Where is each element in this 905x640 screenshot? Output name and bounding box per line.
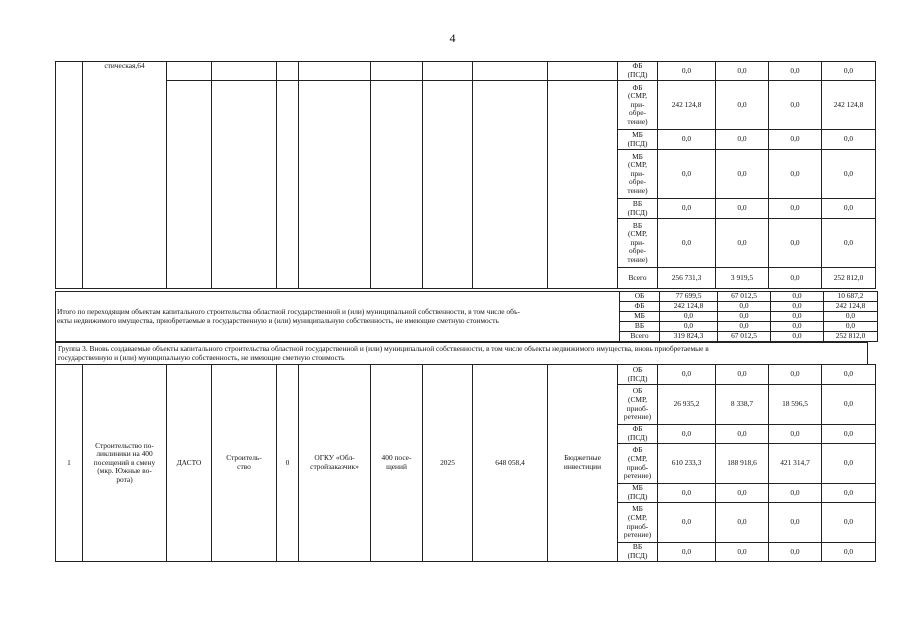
value-cell: 0,0 xyxy=(771,292,824,302)
empty-cell xyxy=(423,62,473,81)
row-number-cell xyxy=(56,62,83,289)
object-name-cell: стическая,64 xyxy=(83,62,167,289)
empty-cell xyxy=(167,62,212,81)
funding-source-cell: МБ (ПСД) xyxy=(618,484,658,503)
empty-cell xyxy=(277,62,299,81)
empty-cell xyxy=(548,81,618,289)
value-cell: 77 699,5 xyxy=(660,292,718,302)
value-cell: 0,0 xyxy=(716,543,769,562)
value-cell: 0,0 xyxy=(716,219,769,268)
value-cell: 242 124,8 xyxy=(658,81,716,130)
funding-source-cell: МБ (СМР, приоб- ретение) xyxy=(618,503,658,543)
value-cell: 0,0 xyxy=(716,130,769,150)
value-cell: 0,0 xyxy=(718,302,771,312)
value-cell: 252 812,0 xyxy=(824,332,878,342)
value-cell: 0,0 xyxy=(658,62,716,81)
value-cell: 0,0 xyxy=(716,81,769,130)
value-cell: 610 233,3 xyxy=(658,444,716,484)
value-cell: 0,0 xyxy=(769,199,822,219)
customer-cell: ОГКУ «Обл- стройзаказчик» xyxy=(299,365,371,562)
value-cell: 0,0 xyxy=(658,199,716,219)
value-cell: 0,0 xyxy=(660,312,718,322)
empty-cell xyxy=(371,62,423,81)
funding-source-cell: ВБ (СМР, при- обре- тение) xyxy=(618,219,658,268)
value-cell: 0,0 xyxy=(716,365,769,385)
funding-source-cell: МБ (ПСД) xyxy=(618,130,658,150)
year-cell: 2025 xyxy=(423,365,473,562)
value-cell: 0,0 xyxy=(716,199,769,219)
value-cell: 0,0 xyxy=(658,219,716,268)
value-cell: 0,0 xyxy=(716,62,769,81)
value-cell: 0,0 xyxy=(771,312,824,322)
value-cell: 242 124,8 xyxy=(824,302,878,312)
value-cell: 0,0 xyxy=(824,312,878,322)
value-cell: 0,0 xyxy=(716,503,769,543)
empty-cell xyxy=(299,81,371,289)
value-cell: 0,0 xyxy=(769,62,822,81)
value-cell: 0,0 xyxy=(822,150,876,199)
value-cell: 0,0 xyxy=(824,322,878,332)
row-number-cell: 1 xyxy=(56,365,83,562)
value-cell: 252 812,0 xyxy=(822,268,876,289)
value-cell: 188 918,6 xyxy=(716,444,769,484)
value-cell: 0,0 xyxy=(822,503,876,543)
funding-source-cell: ФБ (ПСД) xyxy=(618,425,658,444)
object-name-cell: Строительство по- ликлиники на 400 посещений в смену (мкр. Южные во- рота) xyxy=(83,365,167,562)
value-cell: 0,0 xyxy=(769,130,822,150)
funding-source-cell: ВБ (ПСД) xyxy=(618,543,658,562)
capacity-cell: 400 посе- щений xyxy=(371,365,423,562)
value-cell: 0,0 xyxy=(769,81,822,130)
value-cell: 0,0 xyxy=(771,332,824,342)
value-cell: 0,0 xyxy=(716,425,769,444)
value-cell: 0,0 xyxy=(658,365,716,385)
table-row xyxy=(56,292,878,302)
value-cell: 0,0 xyxy=(822,199,876,219)
funding-source-cell: ВБ xyxy=(620,322,660,332)
value-cell: 0,0 xyxy=(658,503,716,543)
empty-cell xyxy=(548,62,618,81)
value-cell: 0,0 xyxy=(822,130,876,150)
value-cell: 26 935,2 xyxy=(658,385,716,425)
value-cell: 0,0 xyxy=(769,484,822,503)
value-cell: 0,0 xyxy=(769,425,822,444)
value-cell: 0,0 xyxy=(822,62,876,81)
value-cell: 0,0 xyxy=(771,322,824,332)
value-cell: 0,0 xyxy=(769,150,822,199)
empty-cell xyxy=(371,81,423,289)
value-cell: 0,0 xyxy=(822,425,876,444)
continued-object-table xyxy=(55,61,876,289)
value-cell: 0,0 xyxy=(822,219,876,268)
value-cell: 0,0 xyxy=(718,322,771,332)
agency-cell: ДАСТО xyxy=(167,365,212,562)
total-label-cell: Итого по переходящим объектам капитального строительства областной государственной и (или) муниципальной собственности, в том числе объ- екты недвижимого имущества, приобретаемые в государственную и (или) муниципальную собственность, не имеющие сметную стоимость xyxy=(56,292,620,342)
empty-cell xyxy=(473,81,548,289)
empty-cell xyxy=(423,81,473,289)
value-cell: 0,0 xyxy=(822,444,876,484)
value-cell: 0,0 xyxy=(769,219,822,268)
empty-cell xyxy=(473,62,548,81)
value-cell: 8 338,7 xyxy=(716,385,769,425)
value-cell: 0,0 xyxy=(769,503,822,543)
value-cell: 0,0 xyxy=(822,484,876,503)
investment-form-cell: Бюджетные инвестиции xyxy=(548,365,618,562)
funding-source-cell: ФБ xyxy=(620,302,660,312)
value-cell: 256 731,3 xyxy=(658,268,716,289)
funding-source-cell: ВБ (ПСД) xyxy=(618,199,658,219)
value-cell: 18 596,5 xyxy=(769,385,822,425)
value-cell: 0,0 xyxy=(716,484,769,503)
value-cell: 319 824,3 xyxy=(660,332,718,342)
funding-source-cell: МБ xyxy=(620,312,660,322)
value-cell: 0,0 xyxy=(822,543,876,562)
value-cell: 0,0 xyxy=(769,543,822,562)
value-cell: 0,0 xyxy=(769,268,822,289)
funding-source-cell: ОБ xyxy=(620,292,660,302)
value-cell: 0,0 xyxy=(718,312,771,322)
table-row xyxy=(56,365,876,385)
empty-cell xyxy=(299,62,371,81)
funding-source-cell: ОБ (ПСД) xyxy=(618,365,658,385)
value-cell: 242 124,8 xyxy=(822,81,876,130)
value-cell: 0,0 xyxy=(822,365,876,385)
value-cell: 0,0 xyxy=(658,150,716,199)
empty-cell xyxy=(167,81,212,289)
table-row xyxy=(56,81,876,130)
value-cell: 3 919,5 xyxy=(716,268,769,289)
empty-cell xyxy=(212,81,277,289)
funding-source-cell: ОБ (СМР, приоб- ретение) xyxy=(618,385,658,425)
group3-title: Группа 3. Вновь создаваемые объекты капитального строительства областной государственной и (или) муниципальной собственности, в том числе объекты недвижимого имущества, вновь приобретаемые в государственную и (или) муниципальную собственность, не имеющие сметную стоимость xyxy=(56,343,868,365)
value-cell: 0,0 xyxy=(822,385,876,425)
empty-cell xyxy=(277,81,299,289)
funding-source-cell: ФБ (СМР, при- обре- тение) xyxy=(618,81,658,130)
value-cell: 0,0 xyxy=(769,365,822,385)
value-cell: 242 124,8 xyxy=(660,302,718,312)
funding-source-cell: МБ (СМР, при- обре- тение) xyxy=(618,150,658,199)
funding-source-cell: ФБ (ПСД) xyxy=(618,62,658,81)
funding-source-cell: Всего xyxy=(618,268,658,289)
work-type-cell: Строитель- ство xyxy=(212,365,277,562)
value-cell: 0,0 xyxy=(660,322,718,332)
funding-source-cell: Всего xyxy=(620,332,660,342)
value-cell: 67 012,5 xyxy=(718,292,771,302)
page-number: 4 xyxy=(449,31,456,45)
total-table xyxy=(55,291,878,342)
zero-cell: 0 xyxy=(277,365,299,562)
value-cell: 0,0 xyxy=(658,484,716,503)
table-row xyxy=(56,62,876,81)
value-cell: 421 314,7 xyxy=(769,444,822,484)
value-cell: 0,0 xyxy=(658,425,716,444)
value-cell: 10 687,2 xyxy=(824,292,878,302)
value-cell: 0,0 xyxy=(658,130,716,150)
empty-cell xyxy=(212,62,277,81)
value-cell: 0,0 xyxy=(771,302,824,312)
value-cell: 0,0 xyxy=(716,150,769,199)
object1-table xyxy=(55,364,876,562)
funding-source-cell: ФБ (СМР, приоб- ретение) xyxy=(618,444,658,484)
value-cell: 0,0 xyxy=(658,543,716,562)
value-cell: 67 012,5 xyxy=(718,332,771,342)
cost-cell: 648 058,4 xyxy=(473,365,548,562)
group3-header-table xyxy=(55,342,868,365)
